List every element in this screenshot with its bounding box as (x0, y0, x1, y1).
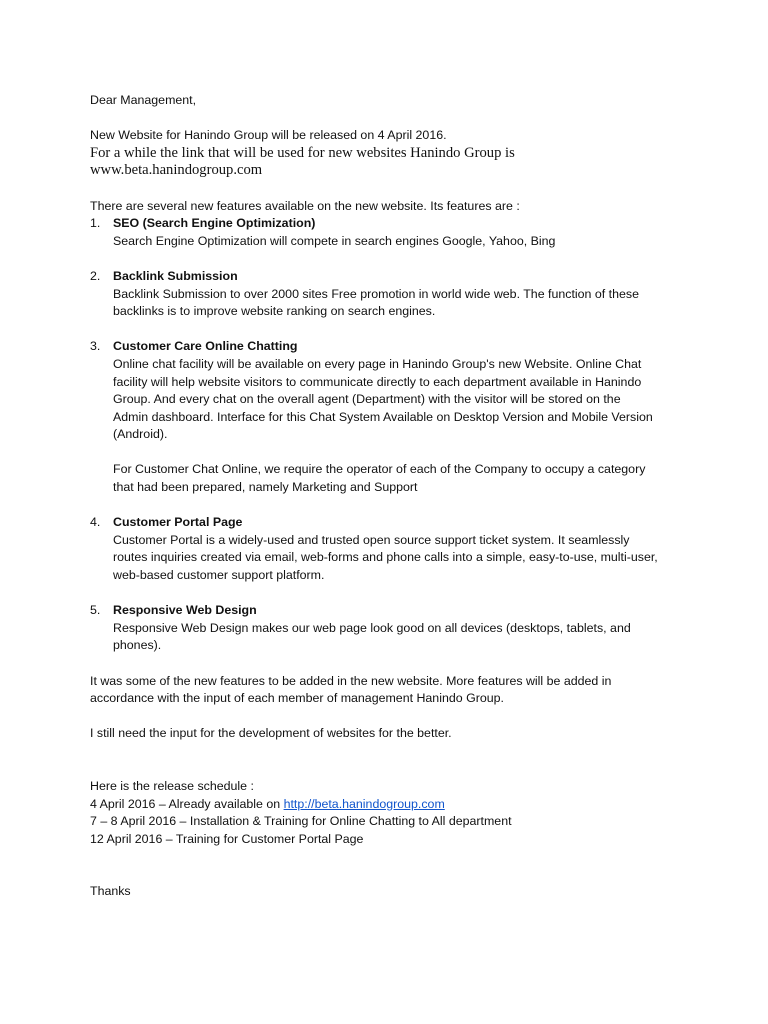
feature-text-line: Online chat facility will be available on every page in Hanindo Group's new Website. Online Chat (113, 356, 642, 371)
feature-text-line: (Android). (113, 427, 168, 442)
feature-text-line: Customer Portal is a widely-used and trusted open source support ticket system. It seamlessly (113, 532, 630, 547)
feature-title: Responsive Web Design (113, 603, 257, 618)
closing-paragraph-line: It was some of the new features to be added in the new website. More features will be added in (90, 673, 612, 688)
gap (90, 321, 690, 339)
feature-number: 3. (90, 339, 101, 354)
schedule-item-text: 4 April 2016 – Already available on (90, 796, 284, 811)
link-line-2: www.beta.hanindogroup.com (90, 162, 263, 179)
schedule-heading: Here is the release schedule : (90, 778, 254, 793)
letter-document (90, 92, 690, 901)
feature-text-line: web-based customer support platform. (113, 568, 325, 583)
feature-item-backlink (90, 268, 690, 321)
gap (90, 250, 690, 268)
feature-title: SEO (Search Engine Optimization) (113, 216, 316, 231)
feature-number: 2. (90, 268, 101, 283)
features-intro: There are several new features available on the new website. Its features are : (90, 198, 520, 213)
feature-text-line: Group. And every chat on the overall agent (Department) with the visitor will be stored on the (113, 392, 621, 407)
intro-line: New Website for Hanindo Group will be released on 4 April 2016. (90, 128, 447, 143)
features-list (90, 215, 690, 655)
closing-paragraph-line: accordance with the input of each member of management Hanindo Group. (90, 691, 504, 706)
input-request-line: I still need the input for the development of websites for the better. (90, 726, 452, 741)
feature-item-seo (90, 215, 690, 250)
beta-site-link[interactable]: http://beta.hanindogroup.com (283, 796, 445, 811)
gap (90, 497, 690, 515)
schedule-item (90, 796, 690, 814)
feature-title: Customer Care Online Chatting (113, 339, 298, 354)
schedule-item: 7 – 8 April 2016 – Installation & Training for Online Chatting to All department (90, 814, 512, 829)
feature-item-chatting (90, 338, 690, 496)
feature-text-line: Responsive Web Design makes our web page look good on all devices (desktops, tablets, and (113, 620, 631, 635)
feature-text-line: backlinks is to improve website ranking on search engines. (113, 304, 436, 319)
feature-number: 4. (90, 515, 101, 530)
feature-title: Customer Portal Page (113, 515, 243, 530)
feature-text-line: facility will help website visitors to communicate directly to each department available in Hanindo (113, 374, 642, 389)
feature-text-line: phones). (113, 638, 162, 653)
schedule-item: 12 April 2016 – Training for Customer Portal Page (90, 831, 364, 846)
feature-text-line: Search Engine Optimization will compete in search engines Google, Yahoo, Bing (113, 233, 556, 248)
feature-text-line: Backlink Submission to over 2000 sites Free promotion in world wide web. The function of these (113, 286, 639, 301)
link-line-1: For a while the link that will be used for new websites Hanindo Group is (90, 144, 515, 161)
feature-extra-line: that had been prepared, namely Marketing and Support (113, 480, 418, 495)
signoff: Thanks (90, 884, 131, 899)
feature-item-customer-portal (90, 514, 690, 584)
gap (90, 585, 690, 603)
feature-text-line: Admin dashboard. Interface for this Chat System Available on Desktop Version and Mobile Version (113, 409, 653, 424)
feature-extra-line: For Customer Chat Online, we require the operator of each of the Company to occupy a category (113, 462, 646, 477)
greeting: Dear Management, (90, 93, 197, 107)
feature-number: 5. (90, 603, 101, 618)
feature-item-responsive (90, 602, 690, 655)
feature-title: Backlink Submission (113, 268, 238, 283)
feature-text-line: routes inquiries created via email, web-forms and phone calls into a simple, easy-to-use, multi-user, (113, 550, 658, 565)
feature-number: 1. (90, 216, 101, 231)
